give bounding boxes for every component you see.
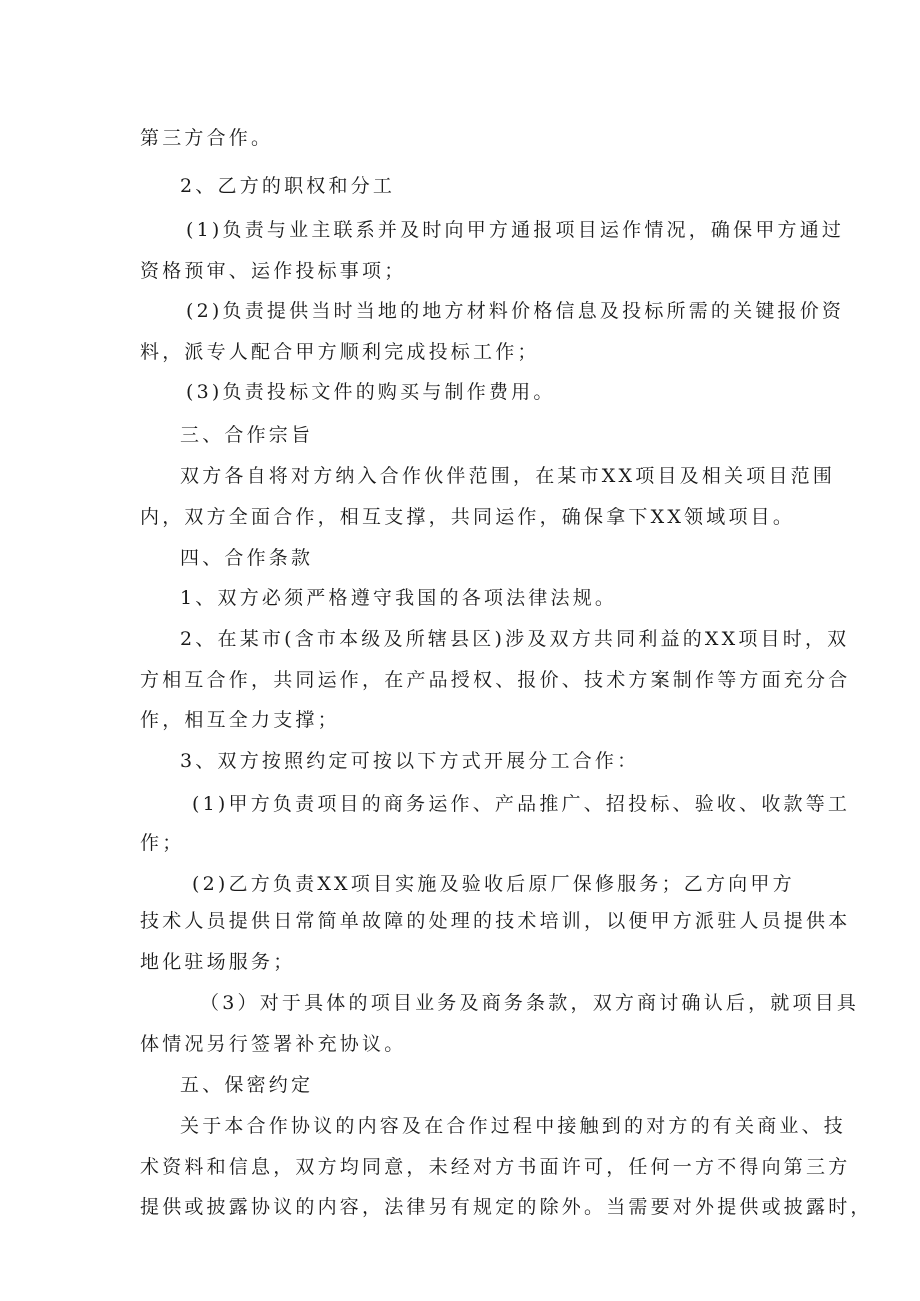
section-heading: 三、合作宗旨 [180,424,314,446]
text-line: 关于本合作协议的内容及在合作过程中接触到的对方的有关商业、技 [180,1115,847,1137]
text-line: 作，相互全力支撑； [140,709,340,731]
text-line: 地化驻场服务； [140,951,296,973]
text-line: 内，双方全面合作，相互支撑，共同运作，确保拿下XX领域项目。 [140,506,796,528]
text-line: 双方各自将对方纳入合作伙伴范围，在某市XX项目及相关项目范围 [180,465,836,487]
text-line: 第三方合作。 [140,127,274,149]
text-line: 1、双方必须严格遵守我国的各项法律法规。 [180,587,618,609]
text-line: 作； [140,832,185,854]
text-line: (1)甲方负责项目的商务运作、产品推广、招投标、验收、收款等工 [192,793,851,815]
text-line: (1)负责与业主联系并及时向甲方通报项目运作情况，确保甲方通过 [186,219,845,241]
text-line: 3、双方按照约定可按以下方式开展分工合作： [180,750,640,772]
text-line: 体情况另行签署补充协议。 [140,1033,407,1055]
text-line: 方相互合作，共同运作，在产品授权、报价、技术方案制作等方面充分合 [140,669,851,691]
section-heading: 五、保密约定 [180,1074,314,1096]
section-heading: 2、乙方的职权和分工 [180,175,396,197]
text-line: (3)负责投标文件的购买与制作费用。 [186,381,556,403]
text-line: 料，派专人配合甲方顺利完成投标工作； [140,341,540,363]
text-line: 2、在某市(含市本级及所辖县区)涉及双方共同利益的XX项目时，双 [180,628,850,650]
text-line: (2)乙方负责XX项目实施及验收后原厂保修服务；乙方向甲方 [192,873,795,895]
text-line: （3）对于具体的项目业务及商务条款，双方商讨确认后，就项目具 [200,992,860,1014]
text-line: 资格预审、运作投标事项； [140,260,407,282]
section-heading: 四、合作条款 [180,547,314,569]
text-line: 提供或披露协议的内容，法律另有规定的除外。当需要对外提供或披露时， [140,1196,873,1218]
text-line: (2)负责提供当时当地的地方材料价格信息及投标所需的关键报价资 [186,300,845,322]
text-line: 术资料和信息，双方均同意，未经对方书面许可，任何一方不得向第三方 [140,1156,851,1178]
text-line: 技术人员提供日常简单故障的处理的技术培训，以便甲方派驻人员提供本 [140,910,851,932]
